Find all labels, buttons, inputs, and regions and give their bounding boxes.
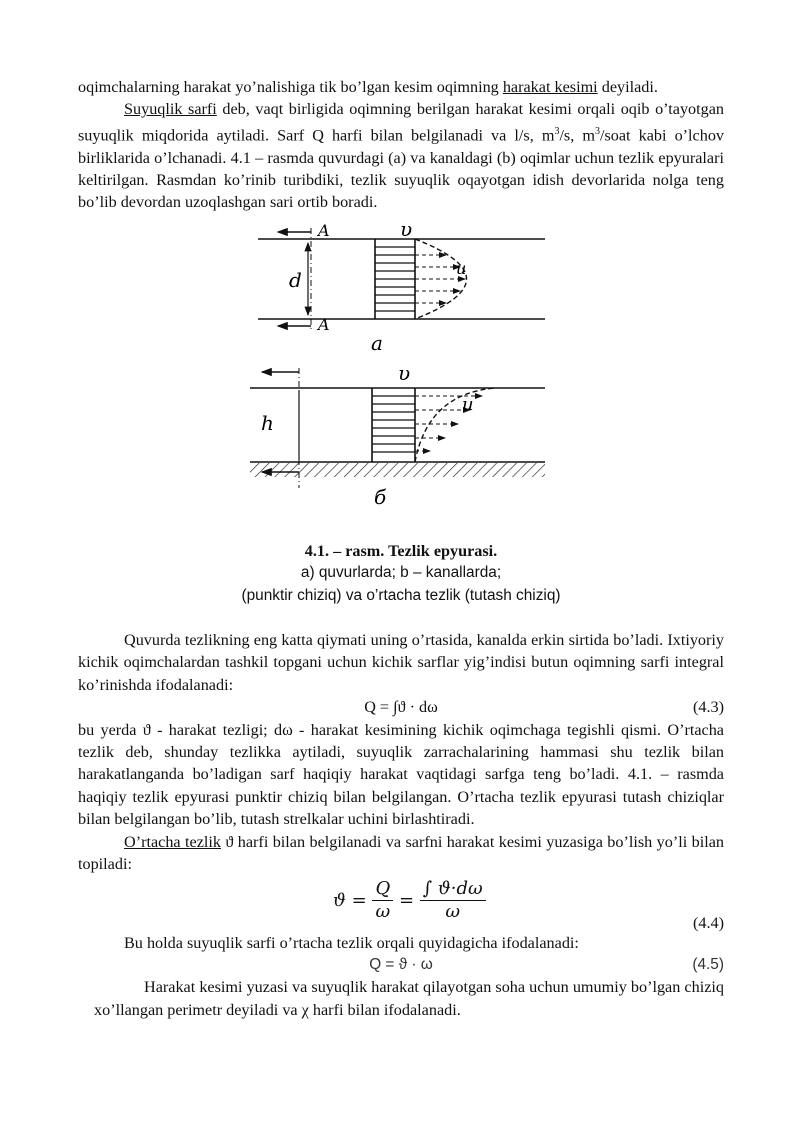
eq44-frac2-num: ∫ ϑ·dω — [420, 878, 486, 901]
label-h: h — [261, 410, 274, 435]
superscript: 3 — [554, 125, 560, 137]
caption-title: 4.1. – rasm. Tezlik epyurasi. — [304, 541, 498, 560]
paragraph-5 — [78, 831, 724, 876]
page-content — [78, 76, 724, 1021]
eq44-frac1-den: ω — [375, 900, 391, 922]
superscript: 3 — [594, 125, 600, 137]
eq44-fraction-1 — [372, 878, 393, 924]
paragraph-3: Quvurda tezlikning eng katta qiymati uning o’rtasida, kanalda erkin sirtida bo’ladi. Ixtiyoriy kichik oqimchalardan tashkil topgani uchun kichik sarflar yig’indisi butun oqimning sarfi integral ko’rinishda ifodalanadi: — [78, 631, 724, 694]
text: oqimchalarning harakat yo’nalishiga tik bo’lgan kesim oqimning — [78, 78, 503, 96]
equation-4-4-formula: ϑ = $\frac{Q}{\omega}$ = $\frac{\int ϑ\cdot d\omega}{\omega}$ — [333, 878, 486, 924]
eq44-frac2-den: ω — [445, 900, 461, 922]
label-v-b: υ — [398, 360, 411, 385]
label-a: a — [371, 330, 383, 355]
figure-diagram — [78, 218, 724, 536]
label-b: б — [374, 484, 387, 509]
label-v-a: υ — [400, 217, 413, 241]
figure-caption — [78, 540, 724, 607]
diagram-channel — [250, 361, 545, 509]
term-ortacha-tezlik: O’rtacha tezlik — [124, 832, 221, 851]
eq44-lhs: ϑ — [333, 889, 346, 911]
paragraph-7: Harakat kesimi yuzasi va suyuqlik harakat qilayotgan soha uchun umumiy bo’lgan chiziq xo’llangan perimetr deyiladi va χ harfi bilan ifodalanadi. — [94, 978, 724, 1019]
label-u-b: u — [462, 393, 474, 415]
label-d: d — [289, 267, 302, 292]
label-a-top: A — [318, 220, 330, 240]
text: /soat kabi o’lchov birliklarida o’lchanadi. 4.1 – rasmda quvurdagi (a) va kanaldagi (b) oqimlar uchun tezlik epyuralari keltirilgan. Rasmdan ko’rinib turibdiki, tezlik suyuqlik oqayotgan idish devorlarida nolga teng bo’lib devordan uzoqlashgan sari ortib boradi. — [78, 126, 725, 212]
text: deyiladi. — [597, 78, 658, 96]
equation-4-3-text: Q = ∫ϑ · dω — [364, 698, 438, 717]
text: ϑ harfi bilan belgilanadi va sarfni harakat kesimi yuzasiga bo’lish yo’li bilan topiladi: — [78, 832, 724, 874]
text: /s, m — [559, 126, 595, 145]
label-u-a: u — [456, 258, 467, 278]
paragraph-1 — [78, 76, 724, 98]
equation-4-5-text: Q = ϑ · ω — [369, 955, 433, 973]
label-a-bottom: A — [318, 314, 330, 334]
text: deb, vaqt birligida oqimning berilgan harakat kesimi orqali oqib o’tayotgan suyuqlik miqdorida aytiladi. Sarf Q harfi bilan belgilanadi va l/s, m — [78, 100, 724, 145]
equation-4-4-number: (4.4) — [692, 913, 724, 932]
term-suyuqlik-sarfi: Suyuqlik sarfi — [124, 100, 217, 119]
diagram-pipe — [258, 218, 545, 355]
paragraph-2 — [78, 98, 724, 213]
term-harakat-kesimi: harakat kesimi — [502, 78, 598, 96]
eq44-frac1-num: Q — [372, 878, 393, 901]
equation-4-4 — [78, 878, 724, 932]
equation-4-5-number: (4.5) — [692, 955, 724, 973]
equation-4-3 — [78, 696, 724, 718]
caption-line-1: a) quvurlarda; b – kanallarda; — [300, 564, 502, 582]
paragraph-6: Bu holda suyuqlik sarfi o’rtacha tezlik orqali quyidagicha ifodalanadi: — [124, 933, 579, 952]
paragraph-4: bu yerda ϑ - harakat tezligi; dω - harakat kesimining kichik oqimchaga tegishli qismi. O’rtacha tezlik deb, shunday tezlikka aytiladi, suyuqlik zarrachalarining hammasi shu tezlik bilan harakatlanganda bo’ladigan sarf haqiqiy harakat vaqtidagi sarfga teng bo’ladi. 4.1. – rasmda haqiqiy tezlik epyurasi punktir chiziq bilan belgilangan. O’rtacha tezlik epyurasi tutash chiziqlar bilan belgilangan bo’lib, tutash strelkalar uchini birlashtiradi. — [78, 720, 724, 829]
eq44-fraction-2 — [420, 878, 486, 924]
equation-4-3-number: (4.3) — [692, 698, 724, 717]
equation-4-5 — [78, 954, 724, 976]
caption-line-2: (punktir chiziq) va o’rtacha tezlik (tutash chiziq) — [241, 586, 561, 604]
figure-velocity-profiles — [78, 218, 724, 536]
